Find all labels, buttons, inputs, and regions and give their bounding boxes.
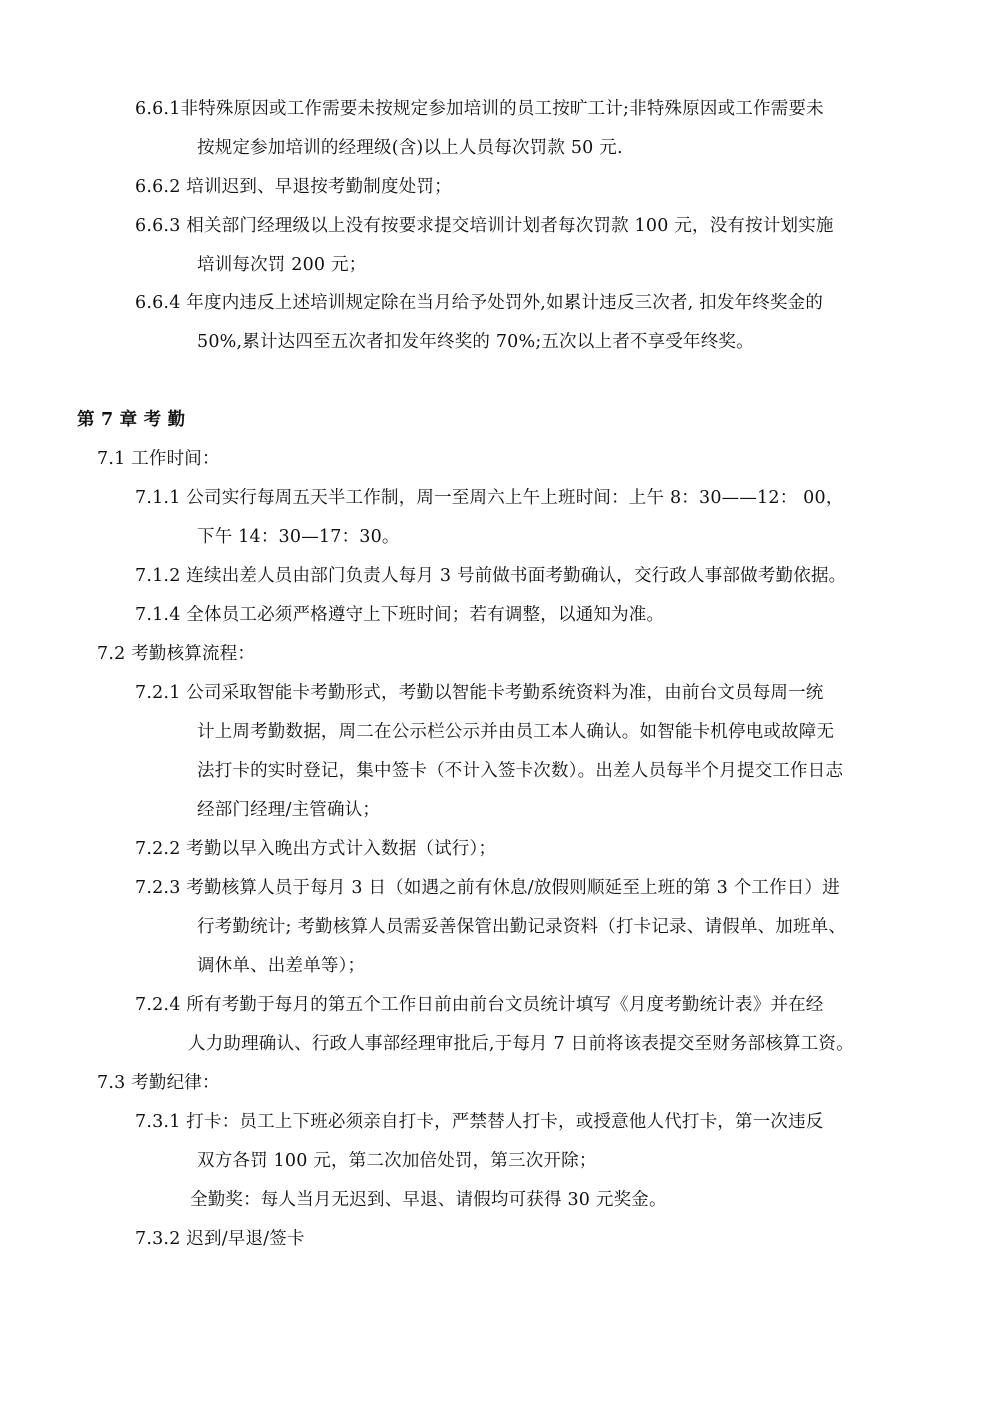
text-line: 培训每次罚 200 元； <box>197 255 367 275</box>
text-line: 7.2.2 考勤以早入晚出方式计入数据（试行）； <box>135 839 497 859</box>
text-line: 6.6.3 相关部门经理级以上没有按要求提交培训计划者每次罚款 100 元，没有按计划实施 <box>135 216 834 236</box>
text-line: 行考勤统计; 考勤核算人员需妥善保管出勤记录资料（打卡记录、请假单、加班单、 <box>197 917 847 937</box>
section-heading: 7.1 工作时间： <box>97 449 220 469</box>
text-line: 7.1.1 公司实行每周五天半工作制，周一至周六上午上班时间：上午 8：30——12： 00， <box>135 488 844 508</box>
text-line: 6.6.2 培训迟到、早退按考勤制度处罚； <box>135 177 452 197</box>
text-line: 经部门经理/主管确认； <box>197 800 381 820</box>
text-line: 计上周考勤数据，周二在公示栏公示并由员工本人确认。如智能卡机停电或故障无 <box>197 722 835 742</box>
text-line: 7.2.4 所有考勤于每月的第五个工作日前由前台文员统计填写《月度考勤统计表》并在经 <box>135 995 824 1015</box>
text-line: 7.3.2 迟到/早退/签卡 <box>135 1229 305 1249</box>
text-line: 下午 14：30—17：30。 <box>197 527 400 547</box>
text-line: 7.2.1 公司采取智能卡考勤形式，考勤以智能卡考勤系统资料为准，由前台文员每周一统 <box>135 683 824 703</box>
text-line: 50%,累计达四至五次者扣发年终奖的 70%;五次以上者不享受年终奖。 <box>197 332 754 352</box>
text-line: 6.6.1非特殊原因或工作需要未按规定参加培训的员工按旷工计;非特殊原因或工作需要未 <box>135 99 824 119</box>
section-heading: 7.2 考勤核算流程： <box>97 644 256 664</box>
text-line: 双方各罚 100 元，第二次加倍处罚，第三次开除； <box>197 1151 597 1171</box>
text-line: 全勤奖：每人当月无迟到、早退、请假均可获得 30 元奖金。 <box>190 1190 667 1210</box>
text-line: 6.6.4 年度内违反上述培训规定除在当月给予处罚外,如累计违反三次者, 扣发年终奖金的 <box>135 293 824 313</box>
text-line: 7.2.3 考勤核算人员于每月 3 日（如遇之前有休息/放假则顺延至上班的第 3 个工作日）进 <box>135 878 840 898</box>
chapter-heading: 第 7 章 考 勤 <box>77 410 186 430</box>
text-line: 调休单、出差单等）； <box>197 956 366 976</box>
text-line: 7.1.4 全体员工必须严格遵守上下班时间；若有调整，以通知为准。 <box>135 605 665 625</box>
text-line: 法打卡的实时登记，集中签卡（不计入签卡次数）。出差人员每半个月提交工作日志 <box>197 761 844 781</box>
text-line: 7.3.1 打卡：员工上下班必须亲自打卡，严禁替人打卡，或授意他人代打卡，第一次违反 <box>135 1112 824 1132</box>
text-line: 7.1.2 连续出差人员由部门负责人每月 3 号前做书面考勤确认，交行政人事部做考勤依据。 <box>135 566 847 586</box>
text-line: 按规定参加培训的经理级(含)以上人员每次罚款 50 元. <box>197 138 623 158</box>
text-line: 人力助理确认、行政人事部经理审批后,于每月 7 日前将该表提交至财务部核算工资。 <box>188 1034 854 1054</box>
section-heading: 7.3 考勤纪律： <box>97 1073 220 1093</box>
